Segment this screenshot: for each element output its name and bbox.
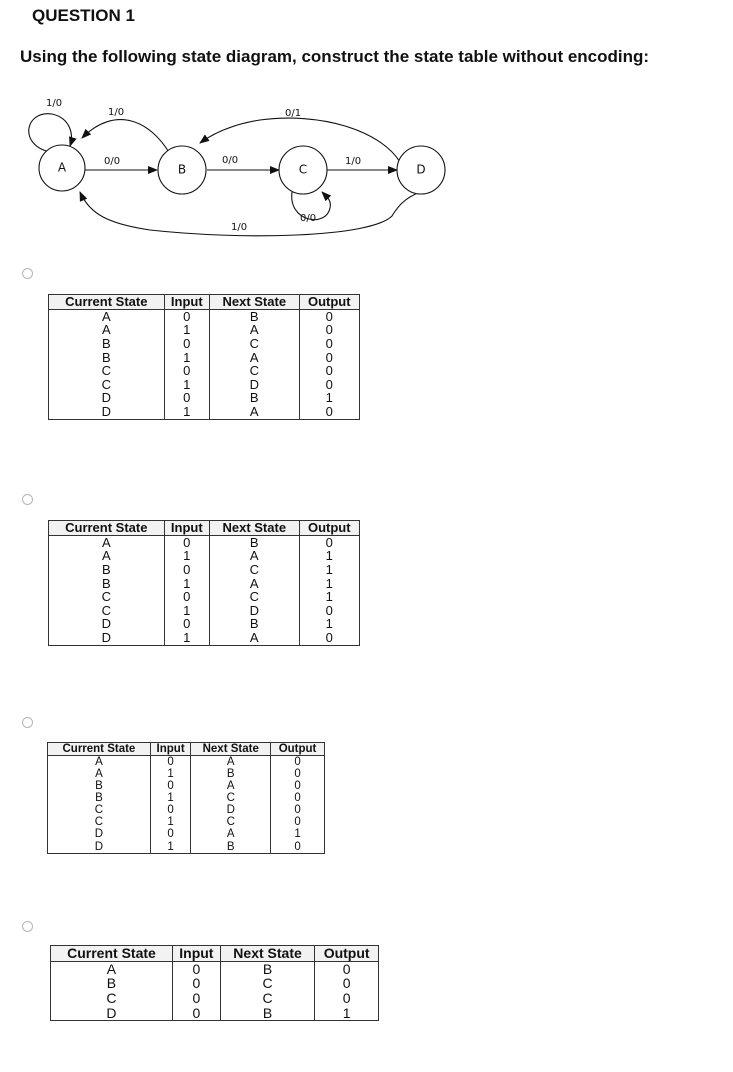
state-label-c: C bbox=[298, 162, 308, 177]
edge-label-b-to-a: 1/0 bbox=[108, 107, 125, 118]
cell-output: 0 bbox=[299, 309, 359, 323]
cell-output: 0 bbox=[299, 378, 359, 392]
column-header-input: Input bbox=[172, 946, 220, 962]
table-header-row bbox=[51, 946, 379, 962]
column-header-next-state: Next State bbox=[210, 295, 300, 310]
cell-input: 0 bbox=[164, 364, 209, 378]
cell-input: 0 bbox=[150, 780, 191, 792]
option-4-table bbox=[50, 945, 379, 1021]
cell-next-state: C bbox=[210, 563, 300, 577]
cell-next-state: A bbox=[191, 756, 271, 769]
cell-next-state: C bbox=[220, 991, 314, 1006]
cell-input: 0 bbox=[150, 756, 191, 769]
cell-input: 1 bbox=[164, 604, 209, 618]
table-header-row bbox=[49, 295, 360, 310]
edge-label-d-to-b: 0/1 bbox=[285, 108, 302, 119]
edge-label-a-self: 1/0 bbox=[46, 98, 63, 109]
cell-input: 0 bbox=[164, 535, 209, 549]
cell-current-state: B bbox=[48, 792, 151, 804]
column-header-input: Input bbox=[150, 743, 191, 756]
cell-output: 0 bbox=[271, 792, 325, 804]
column-header-current-state: Current State bbox=[49, 295, 165, 310]
table-row bbox=[48, 816, 325, 828]
cell-current-state: A bbox=[49, 549, 165, 563]
table-row bbox=[49, 364, 360, 378]
column-header-output: Output bbox=[271, 743, 325, 756]
cell-output: 1 bbox=[299, 391, 359, 405]
table-row bbox=[48, 792, 325, 804]
option-1-radio[interactable] bbox=[22, 268, 33, 279]
cell-next-state: B bbox=[210, 391, 300, 405]
table-row bbox=[49, 309, 360, 323]
table-row bbox=[51, 961, 379, 976]
cell-next-state: A bbox=[210, 577, 300, 591]
cell-current-state: A bbox=[49, 309, 165, 323]
cell-current-state: C bbox=[49, 364, 165, 378]
cell-current-state: D bbox=[49, 405, 165, 419]
cell-next-state: A bbox=[191, 828, 271, 840]
cell-input: 0 bbox=[164, 309, 209, 323]
cell-output: 1 bbox=[299, 549, 359, 563]
cell-current-state: C bbox=[48, 804, 151, 816]
cell-next-state: A bbox=[210, 405, 300, 419]
cell-output: 0 bbox=[299, 364, 359, 378]
cell-output: 0 bbox=[299, 405, 359, 419]
cell-output: 0 bbox=[299, 631, 359, 645]
cell-next-state: D bbox=[210, 378, 300, 392]
edge-label-b-to-c: 0/0 bbox=[222, 155, 239, 166]
table-row bbox=[49, 405, 360, 419]
state-label-d: D bbox=[416, 162, 426, 177]
table-row bbox=[48, 828, 325, 840]
cell-current-state: B bbox=[49, 351, 165, 365]
column-header-input: Input bbox=[164, 295, 209, 310]
cell-output: 0 bbox=[299, 351, 359, 365]
table-row bbox=[48, 841, 325, 854]
column-header-current-state: Current State bbox=[48, 743, 151, 756]
option-3-table bbox=[47, 742, 325, 854]
cell-next-state: B bbox=[210, 309, 300, 323]
cell-input: 0 bbox=[164, 590, 209, 604]
cell-output: 0 bbox=[315, 976, 379, 991]
cell-next-state: D bbox=[191, 804, 271, 816]
cell-output: 1 bbox=[299, 563, 359, 577]
state-diagram bbox=[0, 90, 460, 250]
cell-output: 0 bbox=[315, 991, 379, 1006]
cell-input: 1 bbox=[164, 631, 209, 645]
column-header-output: Output bbox=[299, 521, 359, 536]
cell-current-state: B bbox=[51, 976, 173, 991]
cell-output: 1 bbox=[315, 1006, 379, 1021]
cell-output: 1 bbox=[299, 617, 359, 631]
table-row bbox=[49, 337, 360, 351]
cell-output: 0 bbox=[271, 804, 325, 816]
edge-label-d-to-a: 1/0 bbox=[231, 222, 248, 233]
option-2-radio[interactable] bbox=[22, 494, 33, 505]
cell-current-state: D bbox=[48, 841, 151, 854]
option-3-radio[interactable] bbox=[22, 717, 33, 728]
cell-next-state: A bbox=[210, 351, 300, 365]
table-header-row bbox=[49, 521, 360, 536]
cell-current-state: A bbox=[48, 768, 151, 780]
cell-input: 1 bbox=[150, 816, 191, 828]
cell-current-state: A bbox=[49, 535, 165, 549]
cell-next-state: B bbox=[220, 1006, 314, 1021]
cell-next-state: C bbox=[210, 337, 300, 351]
table-row bbox=[51, 976, 379, 991]
cell-output: 0 bbox=[299, 604, 359, 618]
column-header-input: Input bbox=[164, 521, 209, 536]
table-row bbox=[49, 590, 360, 604]
cell-output: 0 bbox=[315, 961, 379, 976]
cell-next-state: B bbox=[191, 768, 271, 780]
table-row bbox=[49, 378, 360, 392]
cell-output: 0 bbox=[271, 756, 325, 769]
cell-input: 1 bbox=[164, 323, 209, 337]
cell-current-state: C bbox=[51, 991, 173, 1006]
cell-input: 1 bbox=[164, 378, 209, 392]
cell-input: 0 bbox=[172, 991, 220, 1006]
cell-input: 1 bbox=[150, 841, 191, 854]
cell-input: 0 bbox=[172, 976, 220, 991]
cell-current-state: A bbox=[51, 961, 173, 976]
cell-current-state: A bbox=[49, 323, 165, 337]
cell-next-state: B bbox=[220, 961, 314, 976]
cell-next-state: D bbox=[210, 604, 300, 618]
column-header-next-state: Next State bbox=[210, 521, 300, 536]
table-row bbox=[49, 535, 360, 549]
table-row bbox=[49, 351, 360, 365]
edge-label-a-to-b: 0/0 bbox=[104, 156, 121, 167]
edge-label-c-self: 0/0 bbox=[300, 213, 317, 224]
cell-input: 0 bbox=[172, 961, 220, 976]
question-prompt: Using the following state diagram, construct the state table without encoding: bbox=[20, 47, 650, 66]
table-row bbox=[49, 631, 360, 645]
cell-current-state: A bbox=[48, 756, 151, 769]
cell-next-state: A bbox=[210, 323, 300, 337]
table-header-row bbox=[48, 743, 325, 756]
state-label-a: A bbox=[57, 160, 67, 175]
cell-next-state: A bbox=[191, 780, 271, 792]
column-header-output: Output bbox=[315, 946, 379, 962]
cell-current-state: C bbox=[49, 604, 165, 618]
cell-current-state: C bbox=[49, 590, 165, 604]
cell-output: 0 bbox=[299, 323, 359, 337]
question-title: QUESTION 1 bbox=[32, 6, 135, 25]
edge-label-c-to-d: 1/0 bbox=[345, 156, 362, 167]
cell-next-state: C bbox=[210, 364, 300, 378]
cell-input: 0 bbox=[150, 828, 191, 840]
cell-next-state: A bbox=[210, 631, 300, 645]
cell-input: 1 bbox=[164, 549, 209, 563]
column-header-current-state: Current State bbox=[51, 946, 173, 962]
cell-output: 0 bbox=[299, 535, 359, 549]
cell-input: 0 bbox=[164, 617, 209, 631]
cell-current-state: D bbox=[49, 631, 165, 645]
cell-output: 1 bbox=[271, 828, 325, 840]
cell-current-state: B bbox=[49, 577, 165, 591]
cell-next-state: A bbox=[210, 549, 300, 563]
cell-next-state: C bbox=[220, 976, 314, 991]
cell-input: 0 bbox=[164, 337, 209, 351]
option-1-table bbox=[48, 294, 360, 420]
cell-next-state: B bbox=[210, 617, 300, 631]
cell-input: 0 bbox=[164, 563, 209, 577]
column-header-next-state: Next State bbox=[220, 946, 314, 962]
column-header-next-state: Next State bbox=[191, 743, 271, 756]
table-row bbox=[49, 577, 360, 591]
option-2-table bbox=[48, 520, 360, 646]
cell-current-state: B bbox=[48, 780, 151, 792]
state-label-b: B bbox=[177, 162, 187, 177]
table-row bbox=[49, 617, 360, 631]
cell-input: 1 bbox=[164, 351, 209, 365]
cell-next-state: C bbox=[210, 590, 300, 604]
cell-current-state: C bbox=[49, 378, 165, 392]
edge-b-to-a bbox=[82, 120, 170, 154]
column-header-current-state: Current State bbox=[49, 521, 165, 536]
table-row bbox=[49, 549, 360, 563]
cell-next-state: C bbox=[191, 792, 271, 804]
cell-input: 1 bbox=[150, 792, 191, 804]
table-row bbox=[51, 991, 379, 1006]
cell-next-state: B bbox=[210, 535, 300, 549]
cell-input: 0 bbox=[164, 391, 209, 405]
table-row bbox=[48, 804, 325, 816]
table-row bbox=[48, 756, 325, 769]
cell-next-state: C bbox=[191, 816, 271, 828]
cell-next-state: B bbox=[191, 841, 271, 854]
option-4-radio[interactable] bbox=[22, 921, 33, 932]
table-row bbox=[49, 563, 360, 577]
cell-input: 1 bbox=[164, 577, 209, 591]
cell-current-state: B bbox=[49, 563, 165, 577]
cell-current-state: D bbox=[51, 1006, 173, 1021]
cell-current-state: D bbox=[49, 391, 165, 405]
cell-output: 1 bbox=[299, 577, 359, 591]
table-row bbox=[49, 391, 360, 405]
table-row bbox=[49, 323, 360, 337]
cell-current-state: C bbox=[48, 816, 151, 828]
table-row bbox=[49, 604, 360, 618]
cell-output: 0 bbox=[271, 768, 325, 780]
table-row bbox=[48, 780, 325, 792]
cell-input: 1 bbox=[164, 405, 209, 419]
cell-input: 1 bbox=[150, 768, 191, 780]
cell-current-state: B bbox=[49, 337, 165, 351]
edge-d-to-a bbox=[80, 192, 420, 236]
cell-output: 0 bbox=[271, 816, 325, 828]
cell-output: 0 bbox=[299, 337, 359, 351]
cell-output: 0 bbox=[271, 841, 325, 854]
cell-current-state: D bbox=[49, 617, 165, 631]
cell-input: 0 bbox=[172, 1006, 220, 1021]
cell-output: 0 bbox=[271, 780, 325, 792]
cell-output: 1 bbox=[299, 590, 359, 604]
cell-current-state: D bbox=[48, 828, 151, 840]
table-row bbox=[51, 1006, 379, 1021]
cell-input: 0 bbox=[150, 804, 191, 816]
column-header-output: Output bbox=[299, 295, 359, 310]
table-row bbox=[48, 768, 325, 780]
